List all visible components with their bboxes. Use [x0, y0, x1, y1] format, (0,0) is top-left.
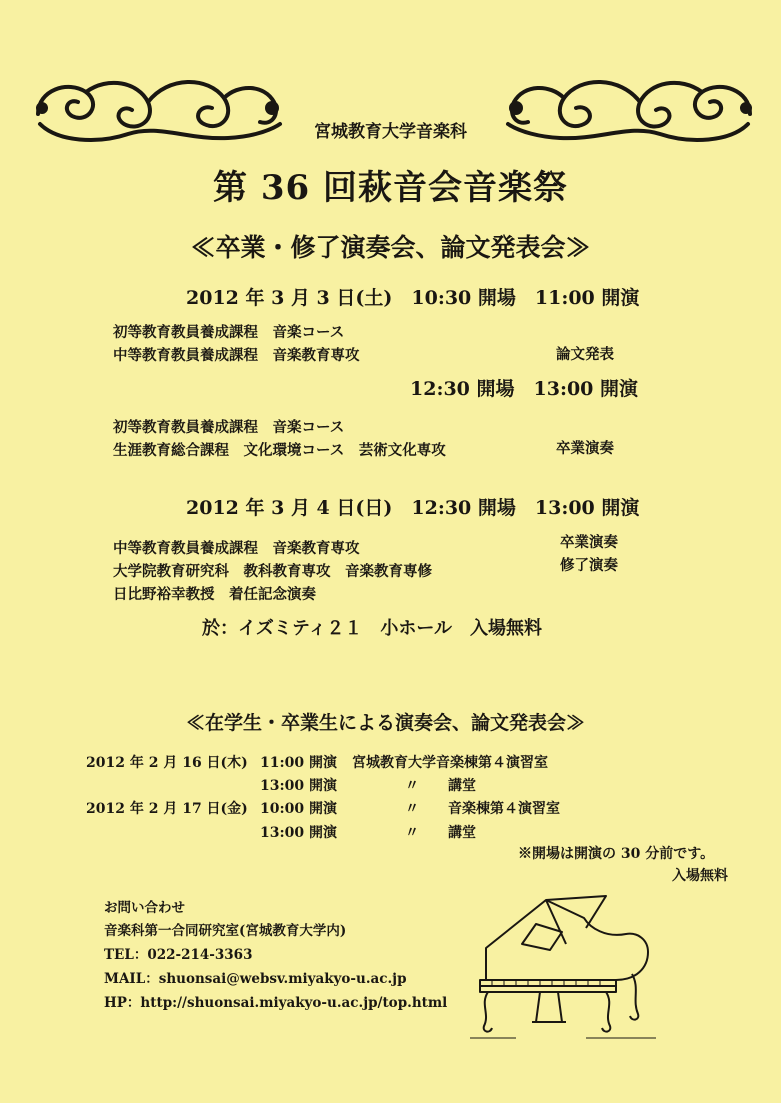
day1-s2-row: 初等教育教員養成課程 音楽コース [113, 419, 345, 436]
day2-type: 修了演奏 [560, 557, 618, 574]
schedule-time: 10:00 開演 [260, 801, 338, 817]
day1-s2-row: 生涯教育総合課程 文化環境コース 芸術文化専攻 [113, 442, 446, 459]
day1-s2-type: 卒業演奏 [556, 440, 614, 457]
day1-s1-row: 中等教育教員養成課程 音楽教育専攻 [113, 347, 360, 364]
admission-free: 入場無料 [672, 868, 728, 884]
day1-date-line: 2012 年 3 月 3 日(土) 10:30 開場 11:00 開演 [186, 287, 640, 309]
schedule-date: 2012 年 2 月 17 日(金) [86, 801, 248, 817]
day1-s1-type: 論文発表 [556, 346, 614, 363]
contact-hp: HP：http://shuonsai.miyakyo-u.ac.jp/top.html [104, 995, 448, 1011]
contact-mail: MAIL：shuonsai@websv.miyakyo-u.ac.jp [104, 971, 407, 987]
venue-line: 於：イズミティ２１ 小ホール 入場無料 [202, 618, 543, 639]
contact-office: 音楽科第一合同研究室(宮城教育大学内) [104, 923, 347, 939]
grand-piano-illustration-icon [466, 888, 662, 1048]
schedule-date: 2012 年 2 月 16 日(木) [86, 755, 248, 771]
schedule-ditto: 〃 [405, 801, 419, 817]
contact-heading: お問い合わせ [104, 900, 185, 916]
day2-row: 日比野裕幸教授 着任記念演奏 [113, 586, 316, 603]
schedule-place: 音楽棟第４演習室 [448, 801, 560, 817]
day2-row: 大学院教育研究科 教科教育専攻 音楽教育専修 [113, 563, 432, 580]
schedule-time: 13:00 開演 [260, 825, 338, 841]
schedule-time: 13:00 開演 [260, 778, 338, 794]
schedule-time: 11:00 開演 [260, 755, 338, 771]
schedule-place: 宮城教育大学音楽棟第４演習室 [352, 755, 548, 771]
day1-s2-time-line: 12:30 開場 13:00 開演 [410, 378, 639, 400]
contact-tel: TEL：022-214-3363 [104, 947, 253, 963]
day2-date-line: 2012 年 3 月 4 日(日) 12:30 開場 13:00 開演 [186, 497, 640, 519]
page-title: 第 36 回萩音会音楽祭 [213, 168, 568, 208]
section2-title: ≪在学生・卒業生による演奏会、論文発表会≫ [186, 712, 586, 734]
schedule-place: 講堂 [448, 825, 476, 841]
schedule-ditto: 〃 [405, 778, 419, 794]
opening-note: ※開場は開演の 30 分前です。 [518, 846, 715, 862]
schedule-place: 講堂 [448, 778, 476, 794]
subtitle: ≪卒業・修了演奏会、論文発表会≫ [190, 233, 591, 262]
organizer: 宮城教育大学音楽科 [314, 122, 467, 142]
day2-row: 中等教育教員養成課程 音楽教育専攻 [113, 540, 360, 557]
schedule-ditto: 〃 [405, 825, 419, 841]
day1-s1-row: 初等教育教員養成課程 音楽コース [113, 324, 345, 341]
day2-type: 卒業演奏 [560, 534, 618, 551]
